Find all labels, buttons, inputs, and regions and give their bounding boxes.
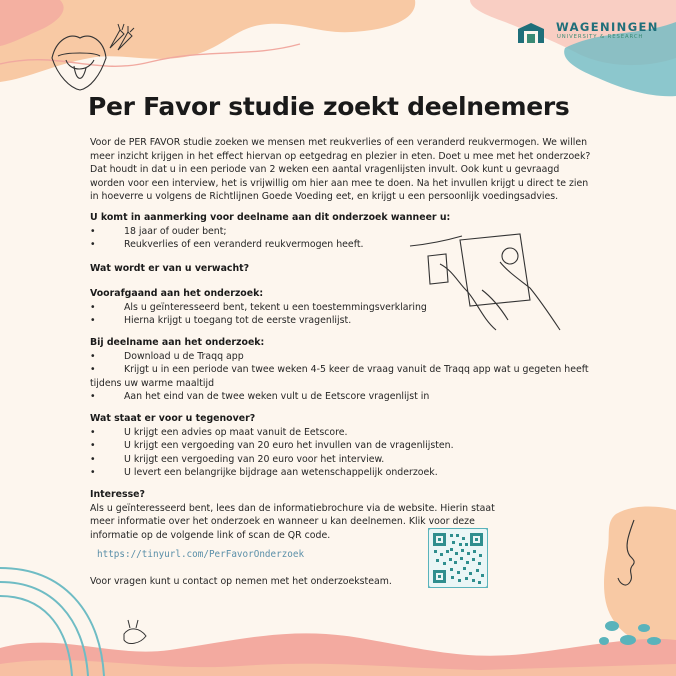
expect-heading: Wat wordt er van u verwacht? (90, 263, 250, 274)
intro-line: meer inzicht krijgen in het effect hiervan op eetgedrag en plezier in eten. Doet u mee met het onderzoek? (90, 150, 591, 162)
logo-subtitle: UNIVERSITY & RESEARCH (557, 34, 644, 40)
before-heading: Voorafgaand aan het onderzoek: (90, 288, 264, 299)
wageningen-logo (516, 19, 664, 47)
intro-line: Voor de PER FAVOR studie zoeken we mensen met reukverlies of een veranderd reukvermogen. We willen (90, 137, 588, 148)
contact-text: Voor vragen kunt u contact op nemen met het onderzoeksteam. (90, 576, 392, 587)
interest-heading: Interesse? (90, 489, 145, 500)
benefits-heading: Wat staat er voor u tegenover? (90, 413, 256, 424)
intro-line: in hoeverre u volgens de Richtlijnen Goede Voeding eet, en krijgt u een persoonlijk voedingsadvies. (90, 191, 559, 203)
logo-name: WAGENINGEN (556, 20, 659, 34)
eligibility-heading: U komt in aanmerking voor deelname aan dit onderzoek wanneer u: (90, 212, 451, 223)
interest-line: informatie op de volgende link of scan de QR code. (90, 529, 331, 541)
brochure-link[interactable]: https://tinyurl.com/PerFavorOnderzoek (97, 549, 305, 560)
intro-line: Dat houdt in dat u in een periode van 2 weken een aantal vragenlijsten invult. Ook kunt u gevraagd (90, 164, 560, 176)
interest-line: meer informatie over het onderzoek en wanneer u kan deelnemen. Klik voor deze (90, 516, 475, 528)
intro-line: worden voor een interview, het is vrijwillig om hier aan mee te doen. Na het invullen krijgt u direct te zien (90, 177, 589, 189)
hands-laptop-drawing (410, 234, 560, 330)
interest-line: Als u geïnteresseerd bent, lees dan de informatiebrochure via de website. Hierin staat (90, 502, 495, 514)
during-heading: Bij deelname aan het onderzoek: (90, 337, 265, 348)
list-item-continuation: tijdens uw warme maaltijd (90, 377, 215, 389)
qr-code[interactable] (428, 528, 488, 588)
small-carrot-drawing (124, 620, 146, 643)
page-title: Per Favor studie zoekt deelnemers (88, 92, 570, 121)
wur-logo-icon (516, 19, 546, 47)
